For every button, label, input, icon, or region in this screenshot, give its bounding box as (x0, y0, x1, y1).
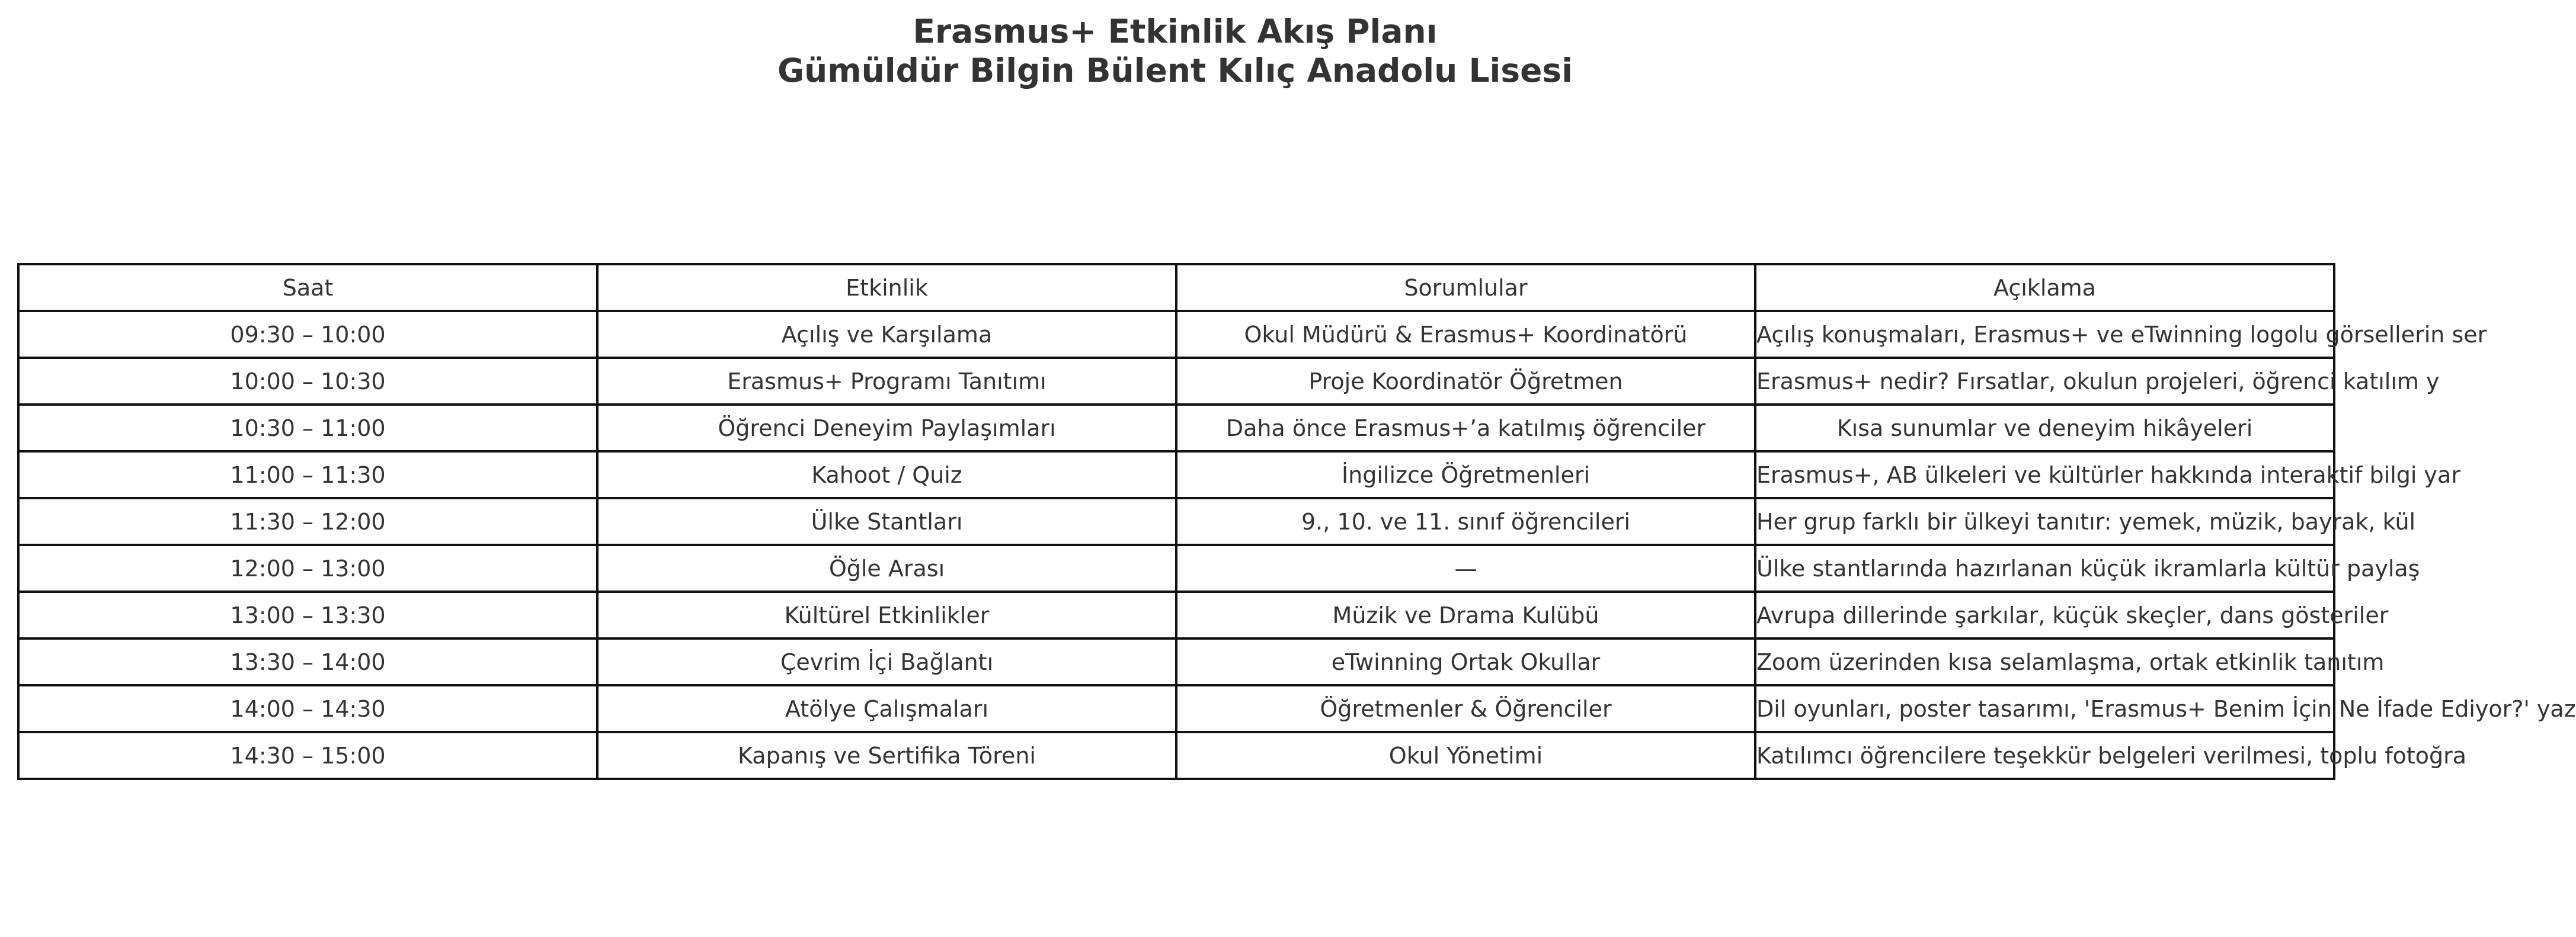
table-row (18, 545, 2334, 592)
table-row (18, 405, 2334, 451)
sorumlular-cell: Okul Müdürü & Erasmus+ Koordinatörü (1176, 311, 1755, 358)
etkinlik-cell: Erasmus+ Programı Tanıtımı (597, 358, 1176, 405)
aciklama-cell: Dil oyunları, poster tasarımı, 'Erasmus+ Benim İçin Ne İfade Ediyor?' yaz (1755, 685, 2334, 732)
aciklama-cell: Ülke stantlarında hazırlanan küçük ikramlarla kültür paylaş (1755, 545, 2334, 592)
table-row (18, 358, 2334, 405)
table-header-row (18, 264, 2334, 311)
etkinlik-cell: Kahoot / Quiz (597, 451, 1176, 498)
etkinlik-cell: Öğle Arası (597, 545, 1176, 592)
table-row (18, 592, 2334, 638)
table-row (18, 685, 2334, 732)
column-header-sorumlular: Sorumlular (1176, 264, 1755, 311)
column-header-etkinlik: Etkinlik (597, 264, 1176, 311)
etkinlik-cell: Kapanış ve Sertifika Töreni (597, 732, 1176, 779)
etkinlik-cell: Ülke Stantları (597, 498, 1176, 545)
table-row (18, 311, 2334, 358)
sorumlular-cell: eTwinning Ortak Okullar (1176, 638, 1755, 685)
saat-cell: 12:00 – 13:00 (18, 545, 597, 592)
sorumlular-cell: İngilizce Öğretmenleri (1176, 451, 1755, 498)
table-body (18, 311, 2576, 779)
etkinlik-cell: Çevrim İçi Bağlantı (597, 638, 1176, 685)
etkinlik-cell: Açılış ve Karşılama (597, 311, 1176, 358)
sorumlular-cell: Öğretmenler & Öğrenciler (1176, 685, 1755, 732)
table-row (18, 638, 2334, 685)
sorumlular-cell: — (1176, 545, 1755, 592)
saat-cell: 09:30 – 10:00 (18, 311, 597, 358)
etkinlik-cell: Öğrenci Deneyim Paylaşımları (597, 405, 1176, 451)
sorumlular-cell: Okul Yönetimi (1176, 732, 1755, 779)
aciklama-cell: Kısa sunumlar ve deneyim hikâyeleri (1755, 405, 2334, 451)
etkinlik-cell: Atölye Çalışmaları (597, 685, 1176, 732)
saat-cell: 10:30 – 11:00 (18, 405, 597, 451)
title-line-2: Gümüldür Bilgin Bülent Kılıç Anadolu Lisesi (777, 52, 1573, 89)
table-row (18, 732, 2334, 779)
aciklama-cell: Erasmus+ nedir? Fırsatlar, okulun projeleri, öğrenci katılım y (1755, 358, 2334, 405)
aciklama-cell: Avrupa dillerinde şarkılar, küçük skeçler, dans gösteriler (1755, 592, 2334, 638)
saat-cell: 10:00 – 10:30 (18, 358, 597, 405)
aciklama-cell: Katılımcı öğrencilere teşekkür belgeleri verilmesi, toplu fotoğra (1755, 732, 2334, 779)
aciklama-cell: Zoom üzerinden kısa selamlaşma, ortak etkinlik tanıtım (1755, 638, 2334, 685)
sorumlular-cell: Daha önce Erasmus+’a katılmış öğrenciler (1176, 405, 1755, 451)
saat-cell: 14:30 – 15:00 (18, 732, 597, 779)
sorumlular-cell: 9., 10. ve 11. sınıf öğrencileri (1176, 498, 1755, 545)
document-title (0, 12, 2350, 90)
etkinlik-cell: Kültürel Etkinlikler (597, 592, 1176, 638)
sorumlular-cell: Proje Koordinatör Öğretmen (1176, 358, 1755, 405)
column-header-aciklama: Açıklama (1755, 264, 2334, 311)
sorumlular-cell: Müzik ve Drama Kulübü (1176, 592, 1755, 638)
table-row (18, 498, 2334, 545)
aciklama-cell: Erasmus+, AB ülkeleri ve kültürler hakkında interaktif bilgi yar (1755, 451, 2334, 498)
saat-cell: 14:00 – 14:30 (18, 685, 597, 732)
title-line-1: Erasmus+ Etkinlik Akış Planı (913, 12, 1438, 50)
schedule-table (17, 263, 2576, 780)
saat-cell: 13:30 – 14:00 (18, 638, 597, 685)
aciklama-cell: Açılış konuşmaları, Erasmus+ ve eTwinning logolu görsellerin ser (1755, 311, 2334, 358)
aciklama-cell: Her grup farklı bir ülkeyi tanıtır: yemek, müzik, bayrak, kül (1755, 498, 2334, 545)
saat-cell: 13:00 – 13:30 (18, 592, 597, 638)
column-header-saat: Saat (18, 264, 597, 311)
table-row (18, 451, 2334, 498)
schedule-table-container (17, 263, 2576, 769)
saat-cell: 11:00 – 11:30 (18, 451, 597, 498)
saat-cell: 11:30 – 12:00 (18, 498, 597, 545)
